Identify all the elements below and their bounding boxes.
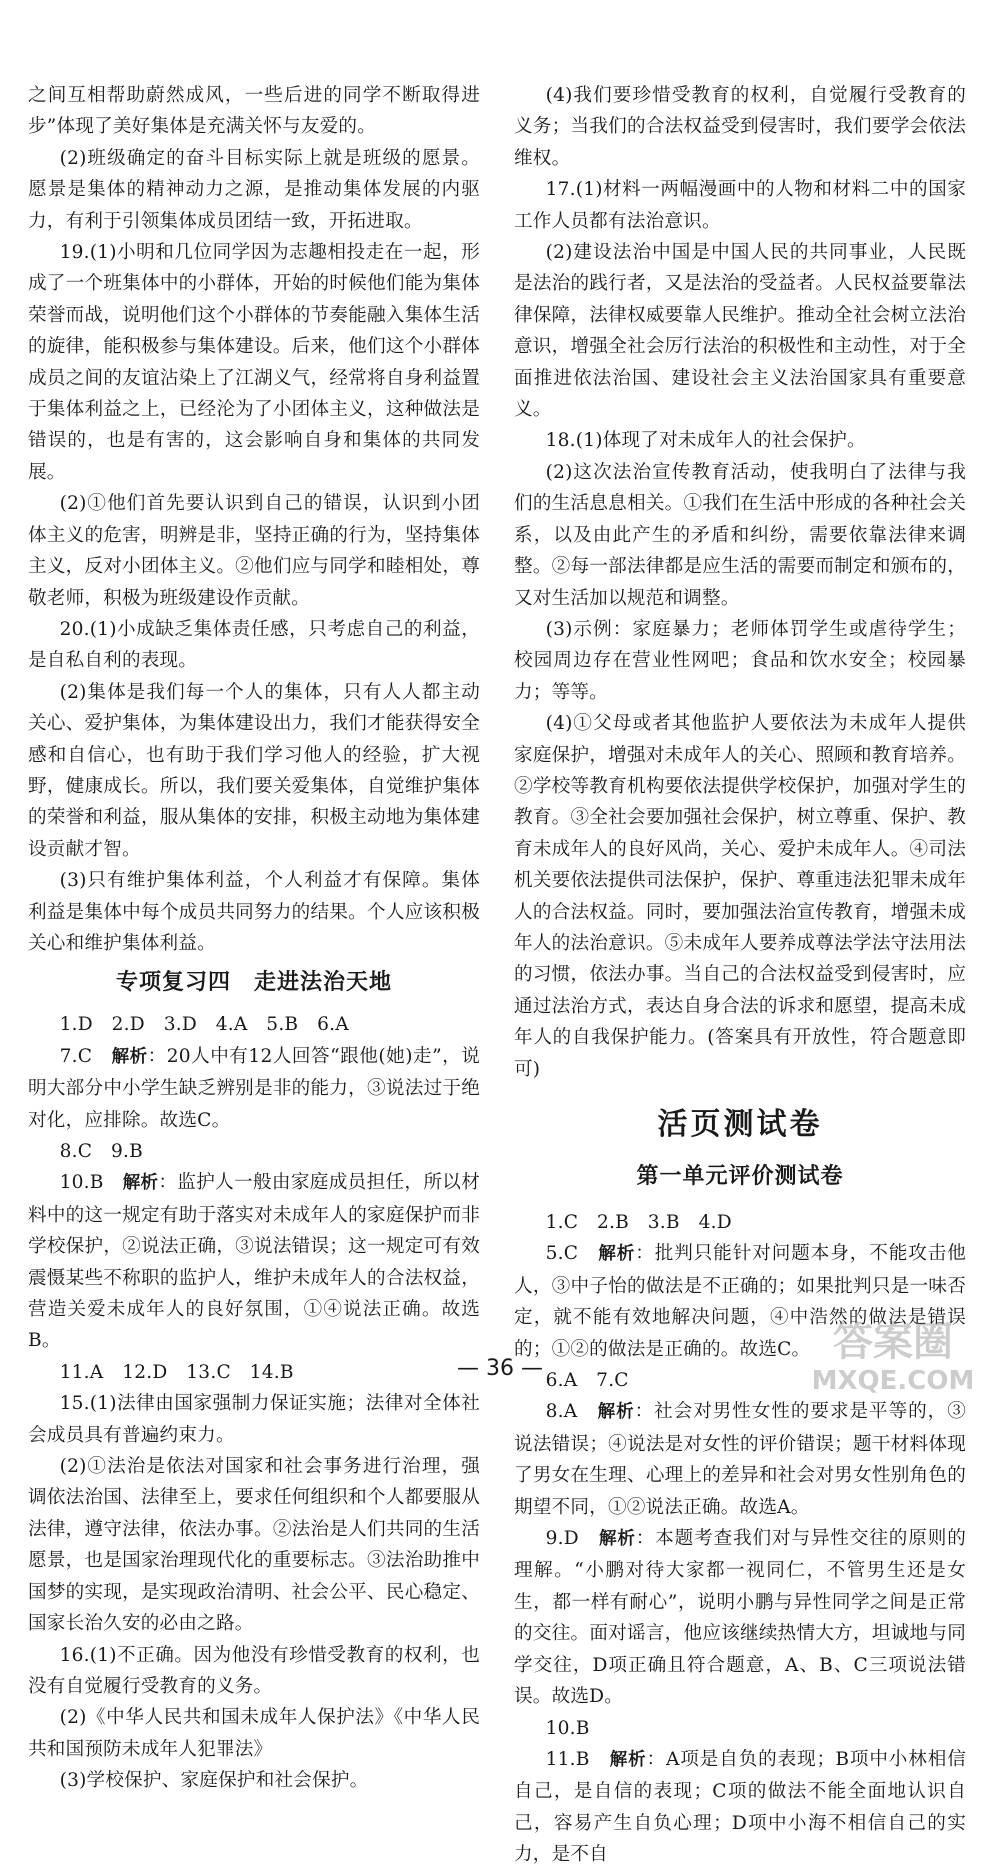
answer-paragraph: 1.C 2.B 3.B 4.D bbox=[545, 1212, 732, 1233]
answer-paragraph: 17.(1)材料一两幅漫画中的人物和材料二中的国家工作人员都有法治意识。 bbox=[514, 179, 966, 232]
answer-paragraph: 19.(1)小明和几位同学因为志趣相投走在一起，形成了一个班集体中的小群体，开始的时候他们能为集体荣誉而战，说明他们这个小群体的节奏能融入集体生活的旋律，能积极参与集体建设。后来，他们这个小群体成员之间的友谊沾染上了江湖义气，经常将自身利益置于集体利益之上，已经沦为了小团体主义，这种做法是错误的，也是有害的，这会影响自身和集体的共同发展。 bbox=[28, 242, 480, 483]
answer-paragraph: (2)这次法治宣传教育活动，使我明白了法律与我们的生活息息相关。①我们在生活中形成的各种社会关系，以及由此产生的矛盾和纠纷，需要依靠法律来调整。②每一部法律都是应生活的需要而制定和颁布的，又对生活加以规范和调整。 bbox=[514, 461, 966, 609]
answer-paragraph: (2)《中华人民共和国未成年人保护法》《中华人民共和国预防未成年人犯罪法》 bbox=[28, 1707, 480, 1760]
watermark-logo bbox=[798, 1303, 988, 1399]
analysis-text: ：本题考查我们对与异性交往的原则的理解。“小鹏对待大家都一视同仁，不管男生还是女生，都一样有耐心”，说明小鹏与异性同学之间是正常的交往。面对谣言，他应该继续热情大方，坦诚地与同学交往，D项正确且符合题意，A、B、C三项说法错误。故选D。 bbox=[514, 1528, 966, 1708]
analysis-text: ：20人中有12人回答“跟他(她)走”，说明大部分中小学生缺乏辨别是非的能力，③说法过于绝对化，应排除。故选C。 bbox=[28, 1045, 480, 1131]
answer-paragraph: 6.A 7.C bbox=[545, 1370, 629, 1392]
answer-paragraph: (2)集体是我们每一个人的集体，只有人人都主动关心、爱护集体，为集体建设出力，我们才能获得安全感和自信心，也有助于我们学习他人的经验，扩大视野，健康成长。所以，我们要关爱集体，自觉维护集体的荣誉和利益，服从集体的安排，积极主动地为集体建设贡献才智。 bbox=[28, 681, 480, 860]
answer-paragraph: (3)只有维护集体利益，个人利益才有保障。集体利益是集体中每个成员共同努力的结果。个人应该积极关心和维护集体利益。 bbox=[28, 870, 480, 954]
answer-paragraph: (4)我们要珍惜受教育的权利，自觉履行受教育的义务；当我们的合法权益受到侵害时，我们要学会依法维权。 bbox=[514, 85, 966, 169]
answer-paragraph: (2)①法治是依法对国家和社会事务进行治理，强调依法治国、法律至上，要求任何组织和个人都要服从法律，遵守法律，依法办事。②法治是人们共同的生活愿景，也是国家治理现代化的重要标志。③法治助推中国梦的实现，是实现政治清明、社会公平、民心稳定、国家长治久安的必由之路。 bbox=[28, 1456, 480, 1635]
answer-paragraph bbox=[514, 1523, 966, 1712]
analysis-label: 解析 bbox=[111, 1046, 148, 1067]
analysis-text: ：社会对男性女性的要求是平等的，③说法错误；④说法是对女性的评价错误；题干材料体现了男女在生理、心理上的差异和社会对男女性别角色的期望不同，①②说法正确。故选A。 bbox=[514, 1401, 967, 1518]
analysis-label: 解析 bbox=[122, 1173, 159, 1194]
test-paper-title: 活页测试卷 bbox=[657, 1107, 823, 1142]
answer-paragraph: (3)学校保护、家庭保护和社会保护。 bbox=[59, 1770, 369, 1792]
answer-paragraph: (3)示例：家庭暴力；老师体罚学生或虐待学生；校园周边存在营业性网吧；食品和饮水安全；校园暴力；等等。 bbox=[514, 618, 966, 703]
answer-paragraph: (2)建设法治中国是中国人民的共同事业，人民既是法治的践行者，又是法治的受益者。人民权益要靠法律保障，法律权威要靠人民维护。推动全社会树立法治意识，增强全社会厉行法治的积极性和主动性，对于全面推进依法治国、建设社会主义法治国家具有重要意义。 bbox=[514, 242, 966, 421]
section-heading: 专项复习四 走进法治天地 bbox=[115, 970, 392, 996]
analysis-label: 解析 bbox=[599, 1529, 636, 1550]
left-column bbox=[28, 80, 480, 1797]
svg-text:MXQE.COM: MXQE.COM bbox=[811, 1366, 975, 1396]
answer-number: 10.B bbox=[59, 1172, 123, 1194]
answer-paragraph: 之间互相帮助蔚然成风，一些后进的同学不断取得进步”体现了美好集体是充满关怀与友爱的。 bbox=[28, 85, 480, 138]
page-number: — 36 — bbox=[457, 1356, 543, 1381]
answer-paragraph: 8.C 9.B bbox=[59, 1141, 143, 1162]
answer-paragraph bbox=[28, 1041, 480, 1136]
analysis-label: 解析 bbox=[598, 1244, 636, 1265]
answer-paragraph: 10.B bbox=[545, 1717, 590, 1739]
answer-paragraph: 1.D 2.D 3.D 4.A 5.B 6.A bbox=[59, 1014, 349, 1036]
answer-paragraph: 16.(1)不正确。因为他没有珍惜受教育的权利，也没有自觉履行受教育的义务。 bbox=[28, 1644, 480, 1697]
answer-paragraph: 20.(1)小成缺乏集体责任感，只考虑自己的利益，是自私自利的表现。 bbox=[28, 618, 480, 672]
answer-number: 5.C bbox=[545, 1243, 599, 1265]
answer-paragraph: (4)①父母或者其他监护人要依法为未成年人提供家庭保护，增强对未成年人的关心、照顾和教育培养。②学校等教育机构要依法提供学校保护，加强对学生的教育。③全社会要加强社会保护，树立尊重、保护、教育未成年人的良好风尚，关心、爱护未成年人。④司法机关要依法提供司法保护，保护、尊重违法犯罪未成年人的合法权益。同时，要加强法治宣传教育，增强未成年人的法治意识。⑤未成年人要养成尊法学法守法用法的习惯，依法办事。当自己的合法权益受到侵害时，应通过法治方式，表达自身合法的诉求和愿望，提高未成年人的自我保护能力。(答案具有开放性，符合题意即可) bbox=[514, 713, 966, 1080]
analysis-text: ：A项是自负的表现；B项中小林相信自己，是自信的表现；C项的做法不能全面地认识自己，容易产生自负心理；D项中小海不相信自己的实力，是不自 bbox=[514, 1748, 966, 1866]
svg-text:答案圈: 答案圈 bbox=[833, 1319, 953, 1365]
answer-paragraph: 11.A 12.D 13.C 14.B bbox=[59, 1361, 294, 1383]
right-column bbox=[514, 80, 966, 1871]
answer-number: 9.D bbox=[545, 1528, 599, 1550]
answer-paragraph bbox=[514, 1396, 966, 1523]
analysis-label: 解析 bbox=[597, 1402, 635, 1423]
answer-paragraph bbox=[28, 1167, 480, 1356]
answer-number: 7.C bbox=[59, 1045, 112, 1067]
answer-number: 8.A bbox=[545, 1401, 598, 1423]
analysis-text: ：监护人一般由家庭成员担任，所以材料中的这一规定有助于落实对未成年人的家庭保护而非学校保护，②说法正确，③说法错误；这一规定可有效震慑某些不称职的监护人，维护未成年人的合法权益，营造关爱未成年人的良好氛围，①④说法正确。故选B。 bbox=[28, 1172, 480, 1352]
analysis-label: 解析 bbox=[609, 1749, 647, 1770]
answer-paragraph: 18.(1)体现了对未成年人的社会保护。 bbox=[545, 430, 866, 452]
answer-paragraph: (2)班级确定的奋斗目标实际上就是班级的愿景。愿景是集体的精神动力之源，是推动集体发展的内驱力，有利于引领集体成员团结一致，开拓进取。 bbox=[28, 147, 480, 232]
answer-paragraph bbox=[514, 1744, 966, 1871]
answer-paragraph: 15.(1)法律由国家强制力保证实施；法律对全体社会成员具有普遍约束力。 bbox=[28, 1393, 480, 1446]
unit-test-heading: 第一单元评价测试卷 bbox=[636, 1164, 844, 1189]
answer-paragraph: (2)①他们首先要认识到自己的错误，认识到小团体主义的危害，明辨是非，坚持正确的行为，坚持集体主义，反对小团体主义。②他们应与同学和睦相处，尊敬老师，积极为班级建设作贡献。 bbox=[28, 493, 480, 609]
answer-number: 11.B bbox=[545, 1748, 610, 1770]
analysis-text: ：批判只能针对问题本身，不能攻击他人，③中子怡的做法是不正确的；如果批判只是一味否定，就不能有效地解决问题，④中浩然的做法是错误的；①②的做法是正确的。故选C。 bbox=[514, 1243, 966, 1360]
